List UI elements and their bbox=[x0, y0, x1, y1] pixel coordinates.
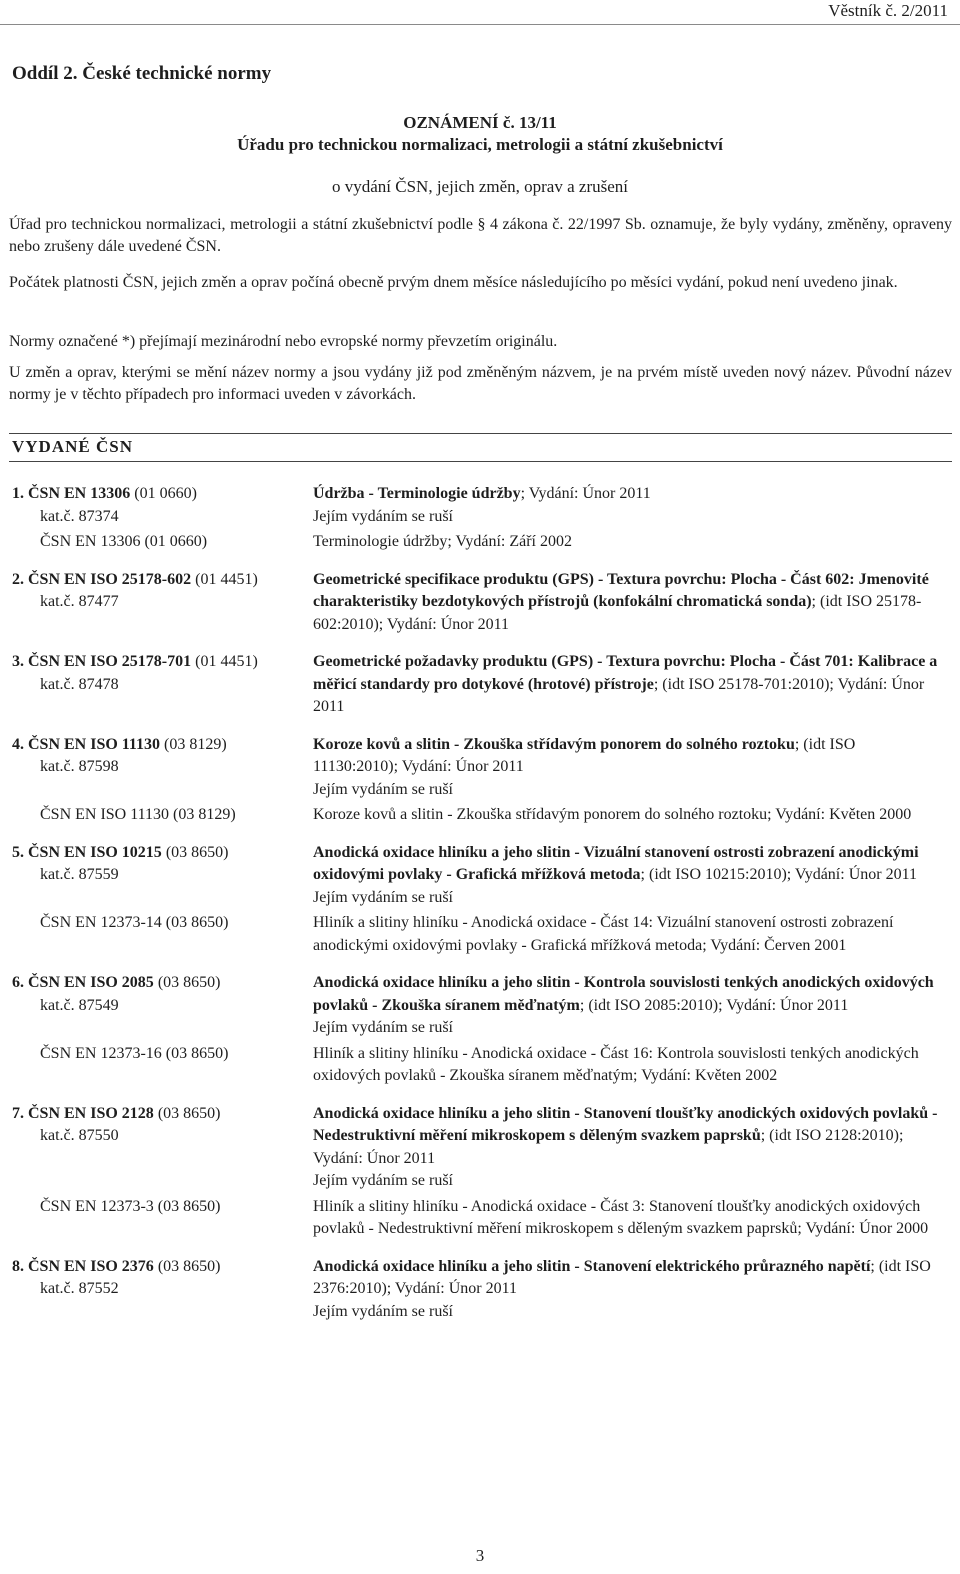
replaced-standard-row bbox=[0, 912, 960, 957]
standard-title bbox=[313, 842, 960, 910]
standard-entry bbox=[0, 1103, 960, 1241]
cancellation-note: Jejím vydáním se ruší bbox=[313, 1302, 453, 1320]
standard-title-details: ; (idt ISO 2376:2010); Vydání: Únor 2011 bbox=[313, 1257, 931, 1297]
standard-entry bbox=[0, 842, 960, 958]
standard-id bbox=[0, 1256, 313, 1324]
standard-number: 6. ČSN EN ISO 2085 bbox=[12, 974, 154, 991]
replaced-standard-id: ČSN EN 12373-16 (03 8650) bbox=[40, 1044, 229, 1062]
standard-title bbox=[313, 734, 960, 802]
standard-title-bold: Anodická oxidace hliníku a jeho slitin - Kontrola souvislosti tenkých anodických oxidových povlaků - Zkouška síranem měďnatým bbox=[313, 974, 934, 1014]
standard-title-bold: Geometrické specifikace produktu (GPS) - Textura povrchu: Plocha - Část 602: Jmenovité charakteristiky bezdotykových přístrojů (konfokální chromatická sonda) bbox=[313, 570, 929, 610]
classification-code: (03 8650) bbox=[153, 1257, 221, 1275]
intro-paragraph: Úřad pro technickou normalizaci, metrologii a státní zkušebnictví podle § 4 zákona č. 22/1997 Sb. oznamuje, že byly vydány, změněny, opraveny nebo zrušeny dále uvedené ČSN. bbox=[9, 216, 952, 255]
replaced-standard-title: Terminologie údržby; Vydání: Září 2002 bbox=[313, 533, 572, 550]
standard-id bbox=[0, 1103, 313, 1193]
cancellation-note: Jejím vydáním se ruší bbox=[313, 507, 453, 525]
catalog-number: kat.č. 87552 bbox=[40, 1280, 119, 1297]
catalog-number: kat.č. 87477 bbox=[40, 593, 119, 610]
standard-id bbox=[0, 734, 313, 802]
section-title: Oddíl 2. České technické normy bbox=[12, 63, 272, 84]
classification-code: (03 8129) bbox=[160, 735, 227, 753]
heading-bottom-rule bbox=[9, 461, 952, 462]
catalog-number: kat.č. 87549 bbox=[40, 996, 119, 1014]
standard-title-bold: Anodická oxidace hliníku a jeho slitin - Stanovení tloušťky anodických oxidových povlaků - Nedestruktivní měření mikroskopem s děleným svazkem paprsků bbox=[313, 1104, 938, 1144]
catalog-number: kat.č. 87478 bbox=[40, 675, 119, 693]
standard-main-row bbox=[0, 651, 960, 719]
replaced-standard-title: Hliník a slitiny hliníku - Anodická oxidace - Část 3: Stanovení tloušťky anodických oxidových povlaků - Nedestruktivní měření mikroskopem s děleným svazkem paprsků; Vydání: Únor 2000 bbox=[313, 1197, 929, 1237]
standard-title-details: ; (idt ISO 25178-701:2010); Vydání: Únor 2011 bbox=[313, 675, 925, 715]
standard-title bbox=[313, 651, 960, 719]
standard-main-row bbox=[0, 1256, 960, 1324]
catalog-number: kat.č. 87559 bbox=[40, 866, 119, 883]
notice-subject: o vydání ČSN, jejich změn, oprav a zrušení bbox=[331, 177, 628, 196]
catalog-number: kat.č. 87598 bbox=[40, 758, 119, 775]
standard-id bbox=[0, 569, 313, 637]
replaced-standard-row bbox=[0, 1043, 960, 1088]
standard-number: 4. ČSN EN ISO 11130 bbox=[12, 735, 161, 753]
standards-list bbox=[0, 483, 960, 1338]
standard-title-bold: Geometrické požadavky produktu (GPS) - Textura povrchu: Plocha - Část 701: Kalibrace a měřicí standardy pro dotykové (hrotové) přístroje bbox=[313, 653, 938, 693]
journal-issue-header: Věstník č. 2/2011 bbox=[828, 1, 948, 20]
standard-main-row bbox=[0, 483, 960, 528]
replaced-standard-title: Hliník a slitiny hliníku - Anodická oxidace - Část 14: Vizuální stanovení ostrosti zobrazení anodickými oxidovými povlaky - Grafická mřížková metoda; Vydání: Červen 2001 bbox=[313, 914, 894, 954]
cancellation-note: Jejím vydáním se ruší bbox=[313, 1172, 453, 1189]
replaced-standard-title: Hliník a slitiny hliníku - Anodická oxidace - Část 16: Kontrola souvislosti tenkých anodických oxidových povlaků - Zkouška síranem měďnatým; Vydání: Květen 2002 bbox=[313, 1044, 919, 1084]
standard-title bbox=[313, 569, 960, 637]
notice-title: OZNÁMENÍ č. 13/11 bbox=[403, 113, 557, 132]
heading-top-rule bbox=[9, 433, 952, 434]
standard-main-row bbox=[0, 569, 960, 637]
replaced-standard-row bbox=[0, 804, 960, 827]
standard-title-bold: Anodická oxidace hliníku a jeho slitin - Vizuální stanovení ostrosti zobrazení anodickými oxidovými povlaky - Grafická mřížková metoda bbox=[313, 843, 919, 883]
replaced-standard-id: ČSN EN 13306 (01 0660) bbox=[40, 533, 208, 550]
standard-main-row bbox=[0, 842, 960, 910]
standard-entry bbox=[0, 569, 960, 637]
catalog-number: kat.č. 87374 bbox=[40, 507, 119, 525]
standard-entry bbox=[0, 483, 960, 554]
standard-id bbox=[0, 483, 313, 528]
standard-title-bold: Anodická oxidace hliníku a jeho slitin - Stanovení elektrického průrazného napětí bbox=[313, 1257, 871, 1275]
standard-main-row bbox=[0, 1103, 960, 1193]
standard-title-details: ; (idt ISO 10215:2010); Vydání: Únor 2011 bbox=[640, 866, 917, 883]
standard-number: 3. ČSN EN ISO 25178-701 bbox=[12, 653, 192, 670]
standard-entry bbox=[0, 1256, 960, 1324]
standard-title-details: ; (idt ISO 2085:2010); Vydání: Únor 2011 bbox=[579, 996, 849, 1014]
cancellation-note: Jejím vydáním se ruší bbox=[313, 780, 453, 798]
catalog-number: kat.č. 87550 bbox=[40, 1127, 119, 1144]
replaced-standard-id: ČSN EN 12373-3 (03 8650) bbox=[40, 1197, 221, 1215]
title-change-paragraph: U změn a oprav, kterými se mění název normy a jsou vydány již pod změněným názvem, je na prvém místě uveden nový název. Původní název normy je v těchto případech pro informaci uveden v závorkách. bbox=[9, 364, 952, 403]
standard-number: 7. ČSN EN ISO 2128 bbox=[12, 1104, 154, 1122]
standard-title-bold: Koroze kovů a slitin - Zkouška střídavým ponorem do solného roztoku bbox=[313, 735, 795, 753]
vydane-csn-heading: VYDANÉ ČSN bbox=[12, 437, 133, 456]
standard-number: 5. ČSN EN ISO 10215 bbox=[12, 843, 162, 861]
standard-title bbox=[313, 972, 960, 1040]
standard-number: 8. ČSN EN ISO 2376 bbox=[12, 1257, 154, 1275]
standard-entry bbox=[0, 734, 960, 827]
classification-code: (01 0660) bbox=[130, 485, 197, 502]
standard-title bbox=[313, 483, 960, 528]
standard-title bbox=[313, 1103, 960, 1193]
classification-code: (01 4451) bbox=[191, 570, 258, 588]
cancellation-note: Jejím vydáním se ruší bbox=[313, 1019, 453, 1036]
replaced-standard-id: ČSN EN ISO 11130 (03 8129) bbox=[40, 806, 236, 823]
standard-title-details: ; (idt ISO 25178-602:2010); Vydání: Únor 2011 bbox=[313, 593, 922, 633]
replaced-standard-id: ČSN EN 12373-14 (03 8650) bbox=[40, 914, 229, 931]
standard-main-row bbox=[0, 734, 960, 802]
classification-code: (03 8650) bbox=[153, 1104, 221, 1122]
page-number: 3 bbox=[475, 1546, 485, 1565]
validity-paragraph: Počátek platnosti ČSN, jejich změn a oprav počíná obecně prvým dnem měsíce následujícího po měsíci vydání, pokud není uvedeno jinak. bbox=[9, 274, 898, 291]
classification-code: (03 8650) bbox=[153, 974, 221, 991]
standard-id bbox=[0, 972, 313, 1040]
classification-code: (03 8650) bbox=[161, 843, 229, 861]
header-divider bbox=[0, 24, 960, 25]
standard-number: 1. ČSN EN 13306 bbox=[12, 485, 131, 502]
standard-title-bold: Údržba - Terminologie údržby bbox=[313, 485, 521, 502]
standard-entry bbox=[0, 651, 960, 719]
standard-main-row bbox=[0, 972, 960, 1040]
standard-title-details: ; (idt ISO 2128:2010); Vydání: Únor 2011 bbox=[313, 1127, 904, 1167]
standard-entry bbox=[0, 972, 960, 1088]
replaced-standard-row bbox=[0, 531, 960, 554]
standard-id bbox=[0, 842, 313, 910]
standard-id bbox=[0, 651, 313, 719]
standard-title bbox=[313, 1256, 960, 1324]
adoption-paragraph: Normy označené *) přejímají mezinárodní nebo evropské normy převzetím originálu. bbox=[9, 333, 558, 350]
notice-authority: Úřadu pro technickou normalizaci, metrologii a státní zkušebnictví bbox=[237, 135, 723, 154]
standard-title-details: ; (idt ISO 11130:2010); Vydání: Únor 2011 bbox=[313, 735, 856, 775]
classification-code: (01 4451) bbox=[191, 653, 258, 670]
cancellation-note: Jejím vydáním se ruší bbox=[313, 888, 453, 906]
replaced-standard-row bbox=[0, 1196, 960, 1241]
replaced-standard-title: Koroze kovů a slitin - Zkouška střídavým ponorem do solného roztoku; Vydání: Květen 2000 bbox=[313, 806, 912, 823]
standard-title-details: ; Vydání: Únor 2011 bbox=[520, 485, 651, 502]
standard-number: 2. ČSN EN ISO 25178-602 bbox=[12, 570, 192, 588]
